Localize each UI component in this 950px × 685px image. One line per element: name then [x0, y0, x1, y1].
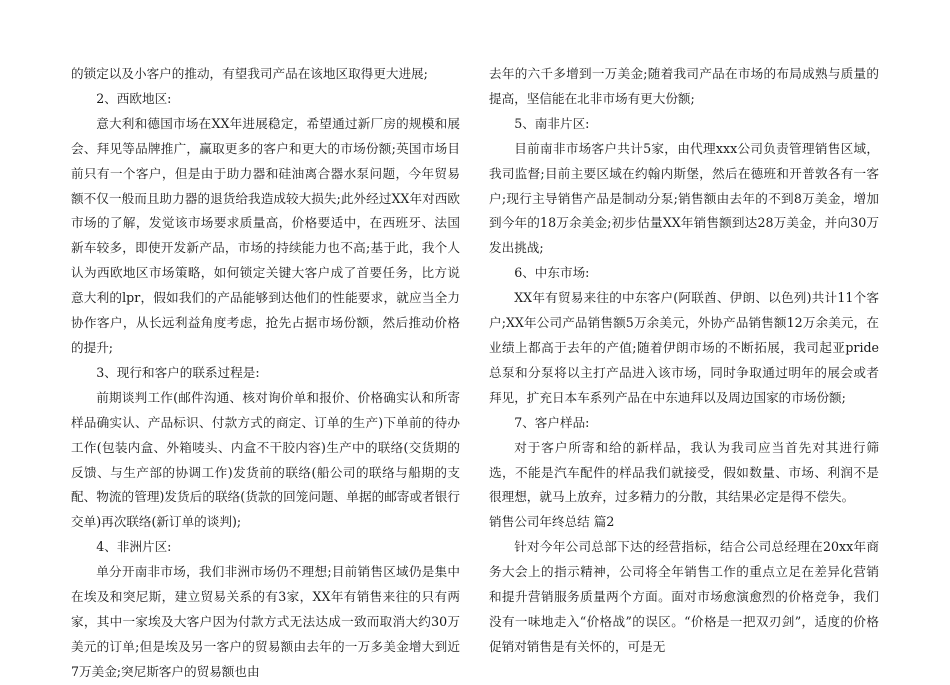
left-column [71, 62, 460, 685]
heading-africa: 4、非洲片区: [96, 539, 172, 555]
paragraph-customer-contact-process: 前期谈判工作(邮件沟通、核对询价单和报价、价格确实认和所寄样品确实认、产品标识、付款方式的商定、订单的生产)下单前的待办工作(包装内盒、外箱唛头、内盒不干胶内容)生产中的联络(交货期的反馈、与生产部的协调工作)发货前的联络(船公司的联络与船期的支配、物流的管理)发货后的联络(货款的回笼问题、单据的邮寄或者银行交单)再次联络(新订单的谈判); [71, 389, 460, 530]
heading-western-europe: 2、西欧地区: [96, 90, 172, 106]
paragraph-customer-samples: 对于客户所寄和给的新样品，我认为我司应当首先对其进行筛选，不能是汽车配件的样品我们就接受，假如数量、市场、利润不是很理想，就马上放弃，过多精力的分散，其结果必定是得不偿失。 [489, 439, 879, 505]
heading-customer-contact-process: 3、现行和客户的联系过程是: [96, 364, 260, 380]
right-column [489, 62, 879, 660]
paragraph-africa-continued: 去年的六千多增到一万美金;随着我司产品在市场的布局成熟与质量的提高，坚信能在北非市场有更大份额; [489, 66, 879, 106]
heading-south-africa: 5、南非片区: [514, 115, 590, 131]
paragraph-continuation: 的锁定以及小客户的推动，有望我司产品在该地区取得更大进展; [71, 66, 428, 81]
heading-middle-east: 6、中东市场: [514, 265, 590, 281]
paragraph-africa: 单分开南非市场，我们非洲市场仍不理想;目前销售区域仍是集中在埃及和突尼斯，建立贸易关系的有3家，XX年有销售来往的只有两家，其中一家埃及大客户因为付款方式无法达成一致而取消大约30万美元的订单;但是埃及另一客户的贸易额由去年的一万多美金增大到近7万美金;突尼斯客户的贸易额也由 [71, 564, 460, 679]
section-title-part-2: 销售公司年终总结 篇2 [489, 514, 615, 530]
paragraph-south-africa: 目前南非市场客户共计5家，由代理xxx公司负责管理销售区域，我司监督;目前主要区域在约翰内斯堡，然后在德班和开普敦各有一客户;现行主导销售产品是制动分泵;销售额由去年的不到8万美金，增加到今年的18万余美金;初步估量XX年销售额到达28万美金，并向30万发出挑战; [489, 140, 879, 256]
paragraph-middle-east: XX年有贸易来往的中东客户(阿联酋、伊朗、以色列)共计11个客户;XX年公司产品销售额5万余美元，外协产品销售额12万余美元，在业绩上都高于去年的产值;随着伊朗市场的不断拓展，我司起亚pride总泵和分泵将以主打产品进入该市场，同时争取通过明年的展会或者拜见，扩充日本车系列产品在中东迪拜以及周边国家的市场份额; [489, 290, 879, 405]
paragraph-part-2-intro: 针对今年公司总部下达的经营指标，结合公司总经理在20xx年商务大会上的指示精神，公司将全年销售工作的重点立足在差异化营销和提升营销服务质量两个方面。面对市场愈演愈烈的价格竞争，我们没有一味地走入“价格战”的误区。“价格是一把双刃剑”，适度的价格促销对销售是有关怀的，可是无 [489, 539, 879, 654]
heading-customer-samples: 7、客户样品: [514, 414, 590, 430]
paragraph-western-europe: 意大利和德国市场在XX年进展稳定，希望通过新厂房的规模和展会、拜见等品牌推广，赢取更多的客户和更大的市场份额;英国市场目前只有一个客户，但是由于助力器和硅油离合器水泵问题，今年贸易额不仅一般而且助力器的退货给我造成较大损失;此外经过XX年对西欧市场的了解，发觉该市场要求质量高，价格要适中，在西班牙、法国新车较多，即使开发新产品，市场的持续能力也不高;基于此，我个人认为西欧地区市场策略，如何锁定关键大客户成了首要任务，比方说意大利的lpr，假如我们的产品能够到达他们的性能要求，就应当全力协作客户，从长远利益角度考虑，抢先占据市场份额，然后推动价格的提升; [71, 115, 460, 355]
